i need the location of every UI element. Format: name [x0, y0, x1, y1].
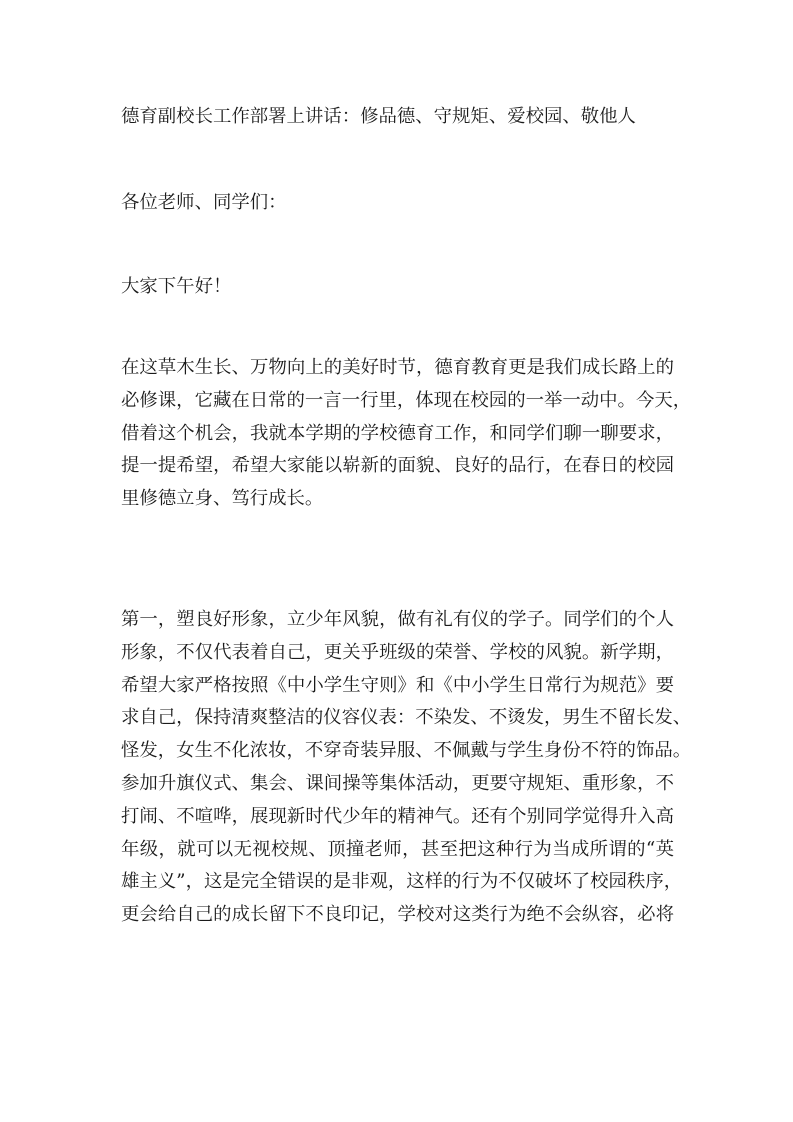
paragraph-line: 年级，就可以无视校规、顶撞老师，甚至把这种行为当成所谓的“英 — [121, 838, 674, 860]
paragraph-line: 希望大家严格按照《中小学生守则》和《中小学生日常行为规范》要 — [121, 674, 674, 696]
paragraph-line: 怪发，女生不化浓妆，不穿奇装异服、不佩戴与学生身份不符的饰品。 — [121, 740, 692, 762]
greeting: 大家下午好！ — [121, 276, 232, 297]
paragraph-line: 提一提希望，希望大家能以崭新的面貌、良好的品行，在春日的校园 — [121, 455, 674, 477]
paragraph-line: 借着这个机会，我就本学期的学校德育工作，和同学们聊一聊要求， — [121, 422, 674, 444]
paragraph-line: 参加升旗仪式、集会、课间操等集体活动，更要守规矩、重形象，不 — [121, 772, 674, 794]
document-title: 德育副校长工作部署上讲话：修品德、守规矩、爱校园、敬他人 — [121, 106, 636, 127]
paragraph-line: 第一，塑良好形象，立少年风貌，做有礼有仪的学子。同学们的个人 — [121, 609, 674, 630]
paragraph-line: 里修德立身、笃行成长。 — [121, 488, 324, 510]
paragraph-first-point — [121, 604, 692, 932]
paragraph-line: 打闹、不喧哗，展现新时代少年的精神气。还有个别同学觉得升入高 — [121, 805, 674, 827]
paragraph-line: 更会给自己的成长留下不良印记，学校对这类行为绝不会纵容，必将 — [121, 904, 674, 926]
salutation: 各位老师、同学们： — [121, 192, 287, 213]
paragraph-line: 雄主义”，这是完全错误的是非观，这样的行为不仅破坏了校园秩序， — [121, 871, 683, 893]
paragraph-intro — [121, 352, 692, 516]
paragraph-line: 求自己，保持清爽整洁的仪容仪表：不染发、不烫发，男生不留长发、 — [121, 707, 692, 729]
paragraph-line: 必修课，它藏在日常的一言一行里，体现在校园的一举一动中。今天， — [121, 389, 692, 411]
paragraph-line: 在这草木生长、万物向上的美好时节，德育教育更是我们成长路上的 — [121, 357, 674, 378]
paragraph-line: 形象，不仅代表着自己，更关乎班级的荣誉、学校的风貌。新学期， — [121, 641, 674, 663]
